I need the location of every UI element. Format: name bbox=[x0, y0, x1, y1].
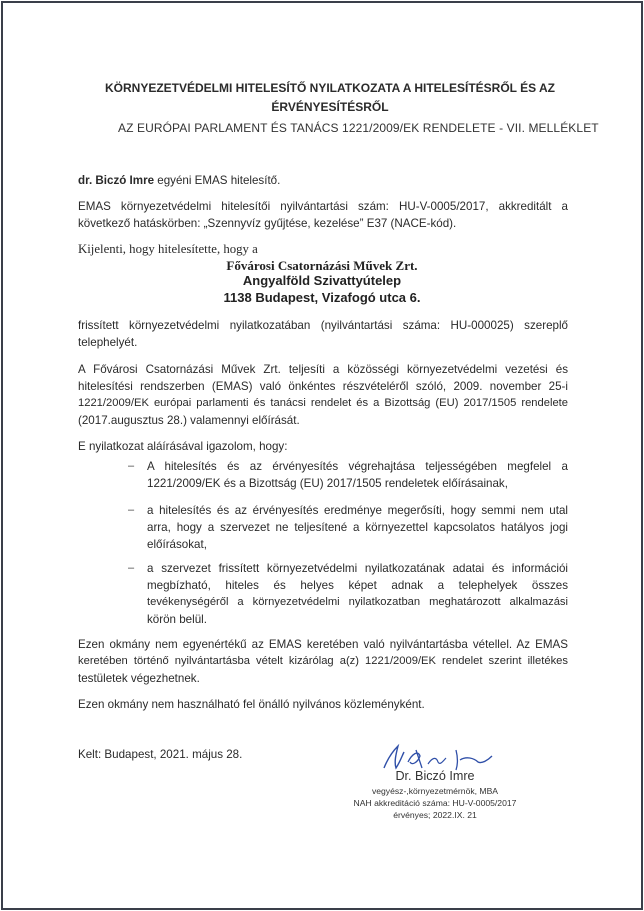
verifier-name: dr. Biczó Imre bbox=[78, 174, 155, 187]
disclaimer-line3: testületek végezhetnek. bbox=[78, 672, 200, 685]
signatory-accreditation: NAH akkreditáció száma: HU-V-0005/2017 bbox=[353, 798, 517, 808]
verifier-line bbox=[78, 172, 280, 189]
bullet-3-line1: a szervezet frissített környezetvédelmi nyilatkozatának adatai és információi bbox=[147, 562, 568, 575]
organization-address: 1138 Budapest, Vizafogó utca 6. bbox=[223, 290, 421, 305]
document-frame bbox=[1, 1, 643, 910]
bullet-3-line2: megbízható, hiteles és helyes képet adnak a telephelyek összes bbox=[147, 579, 568, 592]
bullet-marker: – bbox=[128, 460, 135, 472]
bullet-2-line1: a hitelesítés és az érvényesítés eredménye megerősíti, hogy semmi nem utal bbox=[147, 504, 568, 517]
bullet-marker: – bbox=[128, 562, 135, 574]
declares-text: Kijelenti, hogy hitelesítette, hogy a bbox=[78, 242, 258, 256]
compliance-line4: (2017.augusztus 28.) valamennyi előírását. bbox=[78, 414, 300, 427]
bullet-1-line2: 1221/2009/EK és a Bizottság (EU) 2017/1505 rendeletek előírásainak, bbox=[147, 477, 508, 490]
organization-site: Angyalföld Szivattyútelep bbox=[242, 273, 402, 288]
bullet-3-line4: körön belül. bbox=[147, 613, 207, 626]
document-title-line2: ÉRVÉNYESÍTÉSRŐL bbox=[271, 100, 389, 114]
bullet-2-line2: arra, hogy a szervezet ne teljesítené a környezettel kapcsolatos hatályos jogi bbox=[147, 521, 568, 534]
date-place: Kelt: Budapest, 2021. május 28. bbox=[78, 748, 243, 761]
registration-line1: EMAS környezetvédelmi hitelesítői nyilvántartási szám: HU-V-0005/2017, akkreditált a bbox=[78, 200, 568, 213]
disclaimer-line2: keretében történő nyilvántartásba vételt kizárólag a(z) 1221/2009/EK rendelet szerint illetékes bbox=[78, 655, 568, 667]
compliance-line3: 1221/2009/EK európai parlamenti és tanácsi rendelet és a Bizottság (EU) 2017/1505 rendelete bbox=[78, 397, 568, 409]
updated-statement-line2: telephelyét. bbox=[78, 336, 138, 349]
registration-line2: következő hatáskörben: „Szennyvíz gyűjtése, kezelése” E37 (NACE-kód). bbox=[78, 217, 457, 230]
confirm-intro: E nyilatkozat aláírásával igazolom, hogy: bbox=[78, 440, 288, 453]
disclaimer-line1: Ezen okmány nem egyenértékű az EMAS keretében való nyilvántartásba vétellel. Az EMAS bbox=[78, 638, 568, 651]
document-subtitle: AZ EURÓPAI PARLAMENT ÉS TANÁCS 1221/2009/EK RENDELETE - VII. MELLÉKLET bbox=[118, 121, 599, 135]
compliance-line1: A Fővárosi Csatornázási Művek Zrt. teljesíti a közösségi környezetvédelmi vezetési és bbox=[78, 363, 568, 376]
bullet-3-line3: tevékenységéről a környezetvédelmi nyilatkozatban meghatározott alkalmazási bbox=[147, 596, 568, 608]
bullet-marker: – bbox=[128, 504, 135, 516]
signatory-title: vegyész-,környezetmérnök, MBA bbox=[371, 786, 499, 796]
compliance-line2: hitelesítési rendszerben (EMAS) való önkéntes részvételéről szóló, 2009. november 25-i bbox=[78, 380, 568, 393]
signatory-validity: érvényes; 2022.IX. 21 bbox=[393, 810, 477, 820]
document-title-line1: KÖRNYEZETVÉDELMI HITELESÍTŐ NYILATKOZATA A HITELESÍTÉSRŐL ÉS AZ bbox=[104, 81, 555, 95]
bullet-2-line3: előírásokat, bbox=[147, 538, 207, 551]
verifier-role: egyéni EMAS hitelesítő. bbox=[154, 174, 281, 187]
not-public-note: Ezen okmány nem használható fel önálló nyilvános közleményként. bbox=[78, 698, 425, 711]
bullet-1-line1: A hitelesítés és az érvényesítés végrehajtása teljességében megfelel a bbox=[147, 460, 568, 473]
updated-statement-line1: frissített környezetvédelmi nyilatkozatában (nyilvántartási száma: HU-000025) szereplő bbox=[78, 319, 568, 332]
organization-name: Fővárosi Csatornázási Művek Zrt. bbox=[226, 258, 418, 273]
signatory-name: Dr. Biczó Imre bbox=[395, 769, 475, 783]
